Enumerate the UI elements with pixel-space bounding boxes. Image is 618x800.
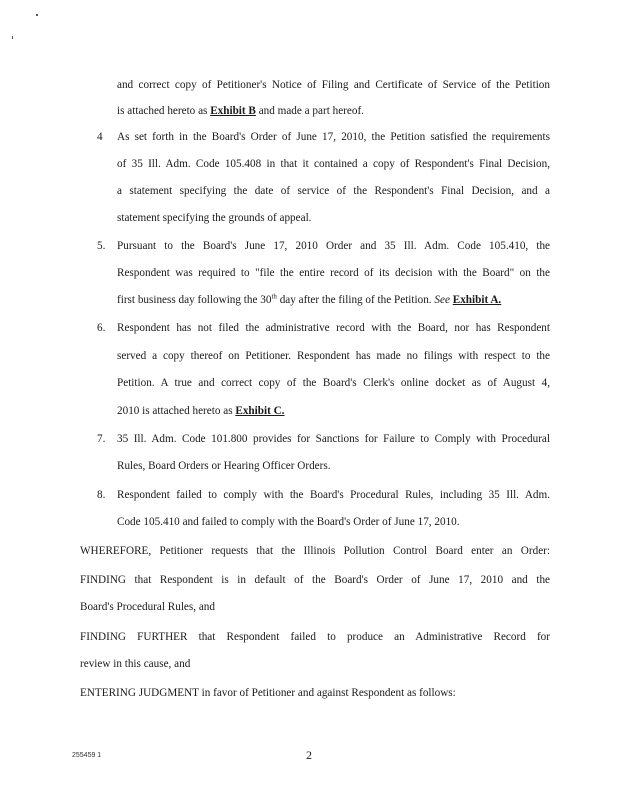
finding-further-line: review in this cause, and [80,658,191,670]
item-number: 8. [97,489,106,501]
continuation-text: and made a part hereof. [258,105,364,117]
item-6-line: served a copy thereof on Petitioner. Respondent has made no filings with respect to the [117,350,550,362]
scan-speck [36,14,38,16]
wherefore-clause: WHEREFORE, Petitioner requests that the Illinois Pollution Control Board enter an Order: [80,545,550,557]
document-id: 255459 1 [72,752,102,759]
page-number: 2 [306,748,312,762]
scan-speck [12,36,13,39]
see-signal: See [434,294,450,306]
item-5-line: Pursuant to the Board's June 17, 2010 Order and 35 Ill. Adm. Code 105.410, the [117,240,550,252]
entering-judgment-line: ENTERING JUDGMENT in favor of Petitioner and against Respondent as follows: [80,687,456,699]
item-5-line [117,293,501,307]
item-number: 7. [97,433,106,445]
item-6-line [117,404,284,418]
item-5-text: first business day following the 30 [117,294,272,306]
item-number: 4 [97,131,103,143]
finding-line: FINDING that Respondent is in default of the Board's Order of June 17, 2010 and the [80,574,550,586]
continuation-text: is attached hereto as [117,105,208,117]
item-5-line: Respondent was required to "file the entire record of its decision with the Board" on the [117,267,550,279]
item-8-line: Code 105.410 and failed to comply with the Board's Order of June 17, 2010. [117,516,460,528]
item-4-line: statement specifying the grounds of appeal. [117,212,312,224]
item-5-text: day after the filing of the Petition. [279,294,432,306]
item-7-line: 35 Ill. Adm. Code 101.800 provides for Sanctions for Failure to Comply with Procedural [117,433,550,445]
item-6-line: Respondent has not filed the administrative record with the Board, nor has Respondent [117,322,550,334]
item-8-line: Respondent failed to comply with the Board's Procedural Rules, including 35 Ill. Adm. [117,489,550,501]
item-4-line: a statement specifying the date of service of the Respondent's Final Decision, and a [117,185,550,197]
item-4-line: of 35 Ill. Adm. Code 105.408 in that it contained a copy of Respondent's Final Decision, [117,158,550,170]
finding-further-line: FINDING FURTHER that Respondent failed to produce an Administrative Record for [80,631,550,643]
continuation-line-2 [117,104,364,118]
finding-line: Board's Procedural Rules, and [80,601,215,613]
exhibit-c-reference: Exhibit C. [235,405,285,417]
item-6-text: 2010 is attached hereto as [117,405,233,417]
item-number: 5. [97,240,106,252]
exhibit-b-reference: Exhibit B [210,105,256,117]
continuation-line-1: and correct copy of Petitioner's Notice of Filing and Certificate of Service of the Petition [117,79,550,91]
item-7-line: Rules, Board Orders or Hearing Officer Orders. [117,460,331,472]
exhibit-a-reference: Exhibit A. [452,294,502,306]
item-4-line: As set forth in the Board's Order of June 17, 2010, the Petition satisfied the requirements [117,131,550,143]
item-6-line: Petition. A true and correct copy of the Board's Clerk's online docket as of August 4, [117,377,550,389]
item-number: 6. [97,322,106,334]
ordinal-suffix: th [271,292,277,301]
